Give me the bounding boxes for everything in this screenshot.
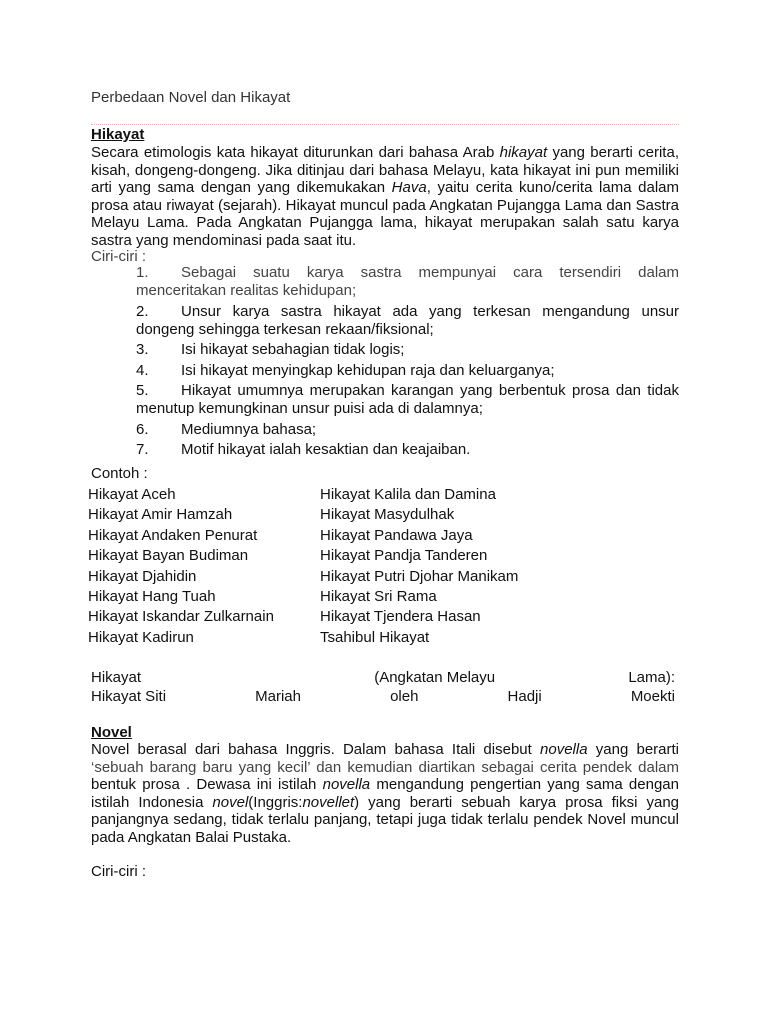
italic-term: novel <box>212 793 249 811</box>
ciri-item <box>136 303 679 339</box>
hikayat-example-item: Hikayat Andaken Penurat <box>88 526 258 544</box>
italic-term: novella <box>540 741 588 758</box>
hikayat-example-item: Hikayat Tjendera Hasan <box>320 608 481 626</box>
ciri-item <box>136 264 679 300</box>
hikayat-example-item: Hikayat Masydulhak <box>320 506 455 524</box>
hikayat-ciri-label: Ciri-ciri : <box>91 248 146 265</box>
document-title: Perbedaan Novel dan Hikayat <box>91 89 291 106</box>
hikayat-example-item: Hikayat Kalila dan Damina <box>320 486 496 503</box>
angkatan-word: Hikayat <box>91 669 142 686</box>
ciri-item <box>136 382 679 418</box>
hikayat-example-item: Hikayat Pandawa Jaya <box>320 526 473 544</box>
text-run: bentuk prosa . Dewasa ini istilah <box>91 776 323 793</box>
italic-term: hikayat <box>499 144 548 161</box>
hikayat-heading: Hikayat <box>91 126 145 143</box>
hikayat-example-item: Hikayat Amir Hamzah <box>88 506 233 524</box>
ciri-item-text: Mediumnya bahasa; <box>181 420 317 438</box>
italic-term: novellet <box>302 793 355 811</box>
ciri-item-text: Hikayat umumnya merupakan karangan yang berbentuk prosa dan tidak menutup kemungkinan unsur puisi ada di dalamnya; <box>136 382 679 417</box>
ciri-item-text: Isi hikayat menyingkap kehidupan raja dan keluarganya; <box>181 361 555 379</box>
ciri-item-text: Unsur karya sastra hikayat ada yang terkesan mengandung unsur dongeng sehingga terkesan rekaan/fiksional; <box>136 302 679 338</box>
text-run: (Inggris: <box>248 793 303 811</box>
angkatan-word: Lama): <box>628 669 675 686</box>
ciri-item-number: 4. <box>136 361 149 379</box>
hikayat-example-item: Hikayat Iskandar Zulkarnain <box>88 608 274 626</box>
hikayat-intro-paragraph <box>91 144 679 249</box>
ciri-item <box>136 421 679 439</box>
novel-ciri-label: Ciri-ciri : <box>91 863 146 880</box>
hikayat-examples-table <box>88 485 568 648</box>
ciri-item-number: 6. <box>136 420 149 438</box>
hikayat-example-item: Hikayat Pandja Tanderen <box>320 547 488 565</box>
angkatan-word: Hikayat Siti <box>91 688 167 705</box>
italic-term: Hava <box>391 179 427 196</box>
hikayat-example-item: Hikayat Hang Tuah <box>88 588 216 606</box>
text-run: ‘sebuah barang baru yang kecil’ dan kemudian diartikan sebagai cerita pendek dalam <box>91 758 679 776</box>
angkatan-line-2 <box>91 688 675 706</box>
angkatan-word: oleh <box>390 688 419 705</box>
ciri-item-text: Motif hikayat ialah kesaktian dan keajaiban. <box>181 441 471 458</box>
ciri-item <box>136 341 679 359</box>
novel-heading: Novel <box>91 724 132 741</box>
ciri-item <box>136 441 679 459</box>
text-run: yang berarti <box>587 741 680 758</box>
angkatan-word: Mariah <box>255 688 301 705</box>
ciri-item-text: Isi hikayat sebahagian tidak logis; <box>181 341 405 358</box>
hikayat-example-item: Tsahibul Hikayat <box>320 628 430 646</box>
angkatan-word: Moekti <box>630 688 675 705</box>
hikayat-example-item: Hikayat Aceh <box>88 486 176 503</box>
ciri-item <box>136 362 679 380</box>
angkatan-word: Hadji <box>507 688 542 705</box>
angkatan-word: (Angkatan Melayu <box>374 669 496 686</box>
italic-term: novella <box>322 776 371 793</box>
angkatan-line-1 <box>91 669 675 687</box>
text-run: ) yang berarti sebuah karya prosa fiksi yang panjangnya sedang, tidak terlalu panjang, tetapi juga tidak terlalu pendek Novel muncul pada Angkatan Balai Pustaka. <box>91 793 680 846</box>
title-divider <box>91 124 679 125</box>
ciri-item-number: 2. <box>136 302 149 320</box>
hikayat-example-item: Hikayat Bayan Budiman <box>88 547 249 565</box>
ciri-item-number: 7. <box>136 441 149 458</box>
text-run: yang berarti cerita, kisah, dongeng-dongeng. Jika ditinjau dari bahasa Melayu, kata hikayat ini pun memiliki arti yang sama dengan yang dikemukakan <box>91 144 679 196</box>
ciri-item-number: 1. <box>136 264 149 281</box>
hikayat-ciri-list <box>136 264 679 462</box>
hikayat-contoh-label: Contoh : <box>91 465 148 482</box>
hikayat-example-item: Hikayat Kadirun <box>88 628 194 646</box>
text-run: Secara etimologis kata hikayat diturunkan dari bahasa Arab <box>91 144 500 161</box>
novel-intro-paragraph <box>91 741 679 846</box>
hikayat-example-item: Hikayat Putri Djohar Manikam <box>320 567 519 585</box>
text-run: , yaitu cerita kuno/cerita lama dalam prosa atau riwayat (sejarah). Hikayat muncul pada Angkatan Pujangga Lama dan Sastra Melayu Lama. Pada Angkatan Pujangga lama, hikayat merupakan salah satu karya sastra yang mendominasi pada saat itu. <box>91 179 679 249</box>
text-run: Novel berasal dari bahasa Inggris. Dalam bahasa Itali disebut <box>91 741 541 758</box>
ciri-item-number: 5. <box>136 382 149 399</box>
hikayat-example-item: Hikayat Djahidin <box>88 567 197 585</box>
hikayat-example-item: Hikayat Sri Rama <box>320 588 437 606</box>
text-run: mengandung pengertian yang sama dengan istilah Indonesia <box>91 776 679 811</box>
ciri-item-text: Sebagai suatu karya sastra mempunyai cara tersendiri dalam menceritakan realitas kehidupan; <box>136 264 679 299</box>
ciri-item-number: 3. <box>136 341 149 358</box>
